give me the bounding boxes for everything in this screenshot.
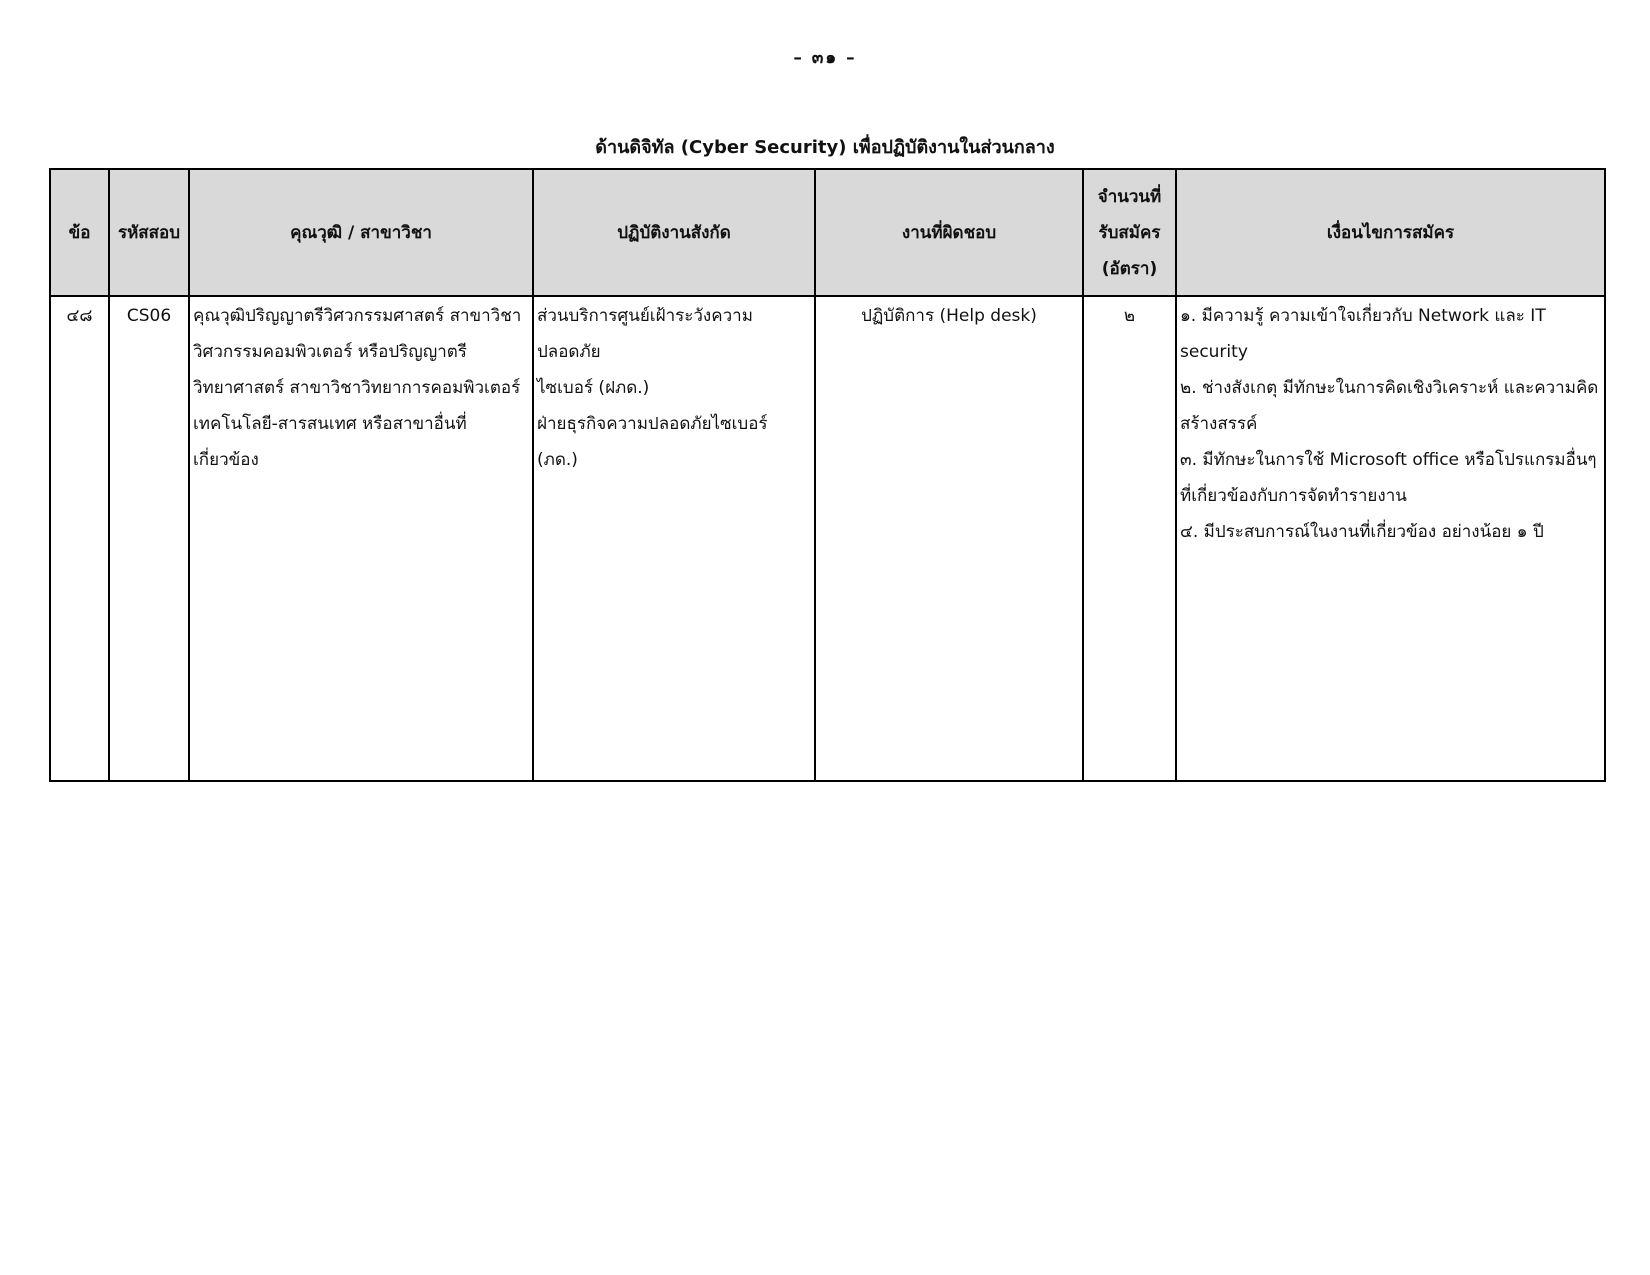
header-count [1083, 169, 1176, 296]
affiliation-line: ไซเบอร์ (ฝภด.) [537, 378, 650, 398]
header-affiliation: ปฏิบัติงานสังกัด [533, 169, 815, 296]
header-conditions: เงื่อนไขการสมัคร [1176, 169, 1605, 296]
cell-qualification [189, 296, 533, 781]
condition-line: ๒. ช่างสังเกตุ มีทักษะในการคิดเชิงวิเคราะห์ และความคิด [1180, 378, 1599, 398]
recruitment-table [49, 168, 1606, 782]
header-count-line: จำนวนที่ [1097, 186, 1162, 207]
qualification-line: วิทยาศาสตร์ สาขาวิชาวิทยาการคอมพิวเตอร์ [193, 378, 521, 398]
page-number: – ๓๑ – [793, 48, 857, 68]
qualification-line: วิศวกรรมคอมพิวเตอร์ หรือปริญญาตรี [193, 342, 467, 362]
affiliation-line: ฝ่ายธุรกิจความปลอดภัยไซเบอร์ (ภด.) [537, 414, 768, 470]
header-no: ข้อ [50, 169, 109, 296]
condition-line: ๔. มีประสบการณ์ในงานที่เกี่ยวข้อง อย่างน้อย ๑ ปี [1180, 522, 1544, 542]
condition-line: security [1180, 342, 1248, 362]
affiliation-line: ส่วนบริการศูนย์เฝ้าระวังความปลอดภัย [537, 306, 753, 362]
cell-conditions [1176, 296, 1605, 781]
qualification-line: เทคโนโลยี-สารสนเทศ หรือสาขาอื่นที่เกี่ยวข้อง [193, 414, 467, 470]
table-row [50, 296, 1605, 781]
header-code: รหัสสอบ [109, 169, 189, 296]
cell-affiliation [533, 296, 815, 781]
document-title: ด้านดิจิทัล (Cyber Security) เพื่อปฏิบัติงานในส่วนกลาง [595, 137, 1055, 158]
header-count-line: (อัตรา) [1101, 258, 1158, 279]
header-count-line: รับสมัคร [1098, 222, 1161, 243]
condition-line: ที่เกี่ยวข้องกับการจัดทำรายงาน [1180, 486, 1407, 506]
header-qualification: คุณวุฒิ / สาขาวิชา [189, 169, 533, 296]
cell-responsibility: ปฏิบัติการ (Help desk) [815, 296, 1083, 781]
header-responsibility: งานที่ผิดชอบ [815, 169, 1083, 296]
condition-line: ๓. มีทักษะในการใช้ Microsoft office หรือโปรแกรมอื่นๆ [1180, 450, 1597, 470]
qualification-line: คุณวุฒิปริญญาตรีวิศวกรรมศาสตร์ สาขาวิชา [193, 306, 522, 326]
condition-line: สร้างสรรค์ [1180, 414, 1258, 434]
condition-line: ๑. มีความรู้ ความเข้าใจเกี่ยวกับ Network และ IT [1180, 306, 1546, 326]
cell-no: ๔๘ [50, 296, 109, 781]
cell-count: ๒ [1083, 296, 1176, 781]
table-header-row [50, 169, 1605, 296]
cell-code: CS06 [109, 296, 189, 781]
